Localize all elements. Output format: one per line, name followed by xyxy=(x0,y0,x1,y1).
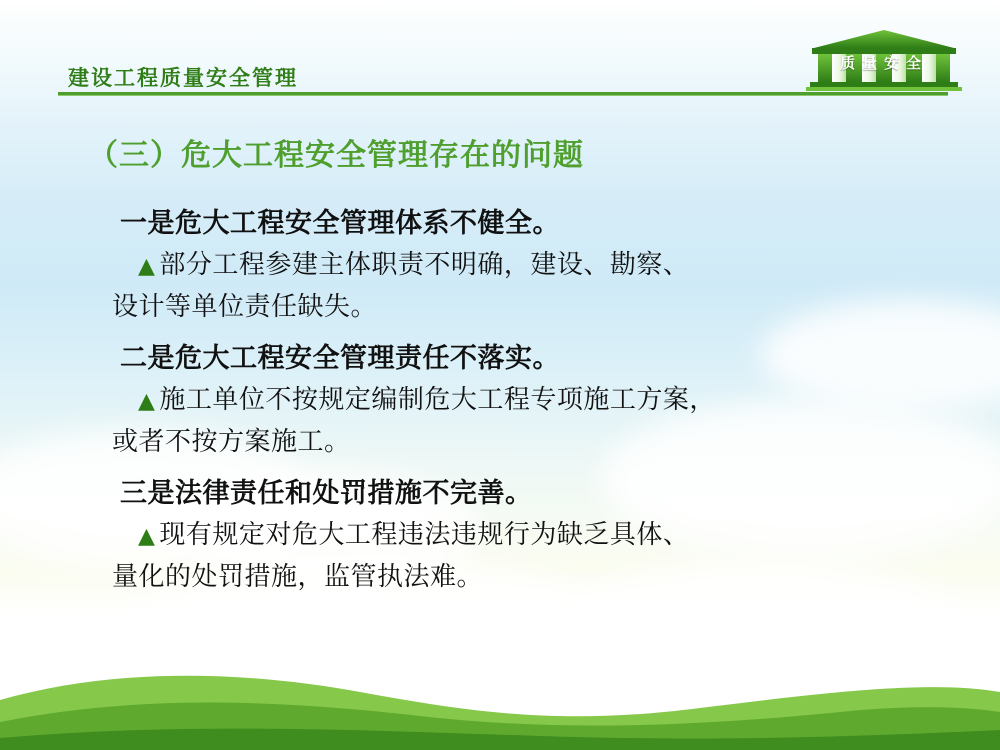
bullet-text-2-cont: 或者不按方案施工。 xyxy=(112,427,351,458)
point-heading-1: 一是危大工程安全管理体系不健全。 xyxy=(120,208,560,239)
triangle-bullet-icon: ▲ xyxy=(138,254,156,280)
bullet-text-3: 现有规定对危大工程违法违规行为缺乏具体、 xyxy=(159,520,690,551)
triangle-bullet-icon: ▲ xyxy=(138,389,156,415)
header-divider xyxy=(58,92,948,95)
section-title: （三）危大工程安全管理存在的问题 xyxy=(88,138,584,173)
bullet-item-2 xyxy=(120,383,950,419)
point-heading-2: 二是危大工程安全管理责任不落实。 xyxy=(120,343,560,374)
temple-building-icon xyxy=(804,28,964,92)
slide-header xyxy=(0,0,1000,100)
slide-content xyxy=(112,205,950,596)
bullet-text-2: 施工单位不按规定编制危大工程专项施工方案， xyxy=(159,385,716,416)
bullet-text-3-cont: 量化的处罚措施，监管执法难。 xyxy=(112,562,484,593)
grass-hills-decoration xyxy=(0,630,1000,750)
point-heading-3: 三是法律责任和处罚措施不完善。 xyxy=(120,478,533,509)
logo-label: 质量安全 xyxy=(839,54,928,72)
organization-logo xyxy=(804,28,964,92)
bullet-text-1-cont: 设计等单位责任缺失。 xyxy=(112,292,378,323)
bullet-text-1: 部分工程参建主体职责不明确，建设、勘察、 xyxy=(159,250,690,281)
triangle-bullet-icon: ▲ xyxy=(138,524,156,550)
bullet-item-1 xyxy=(120,248,950,284)
bullet-item-3 xyxy=(120,518,950,554)
header-title: 建设工程质量安全管理 xyxy=(68,66,298,90)
